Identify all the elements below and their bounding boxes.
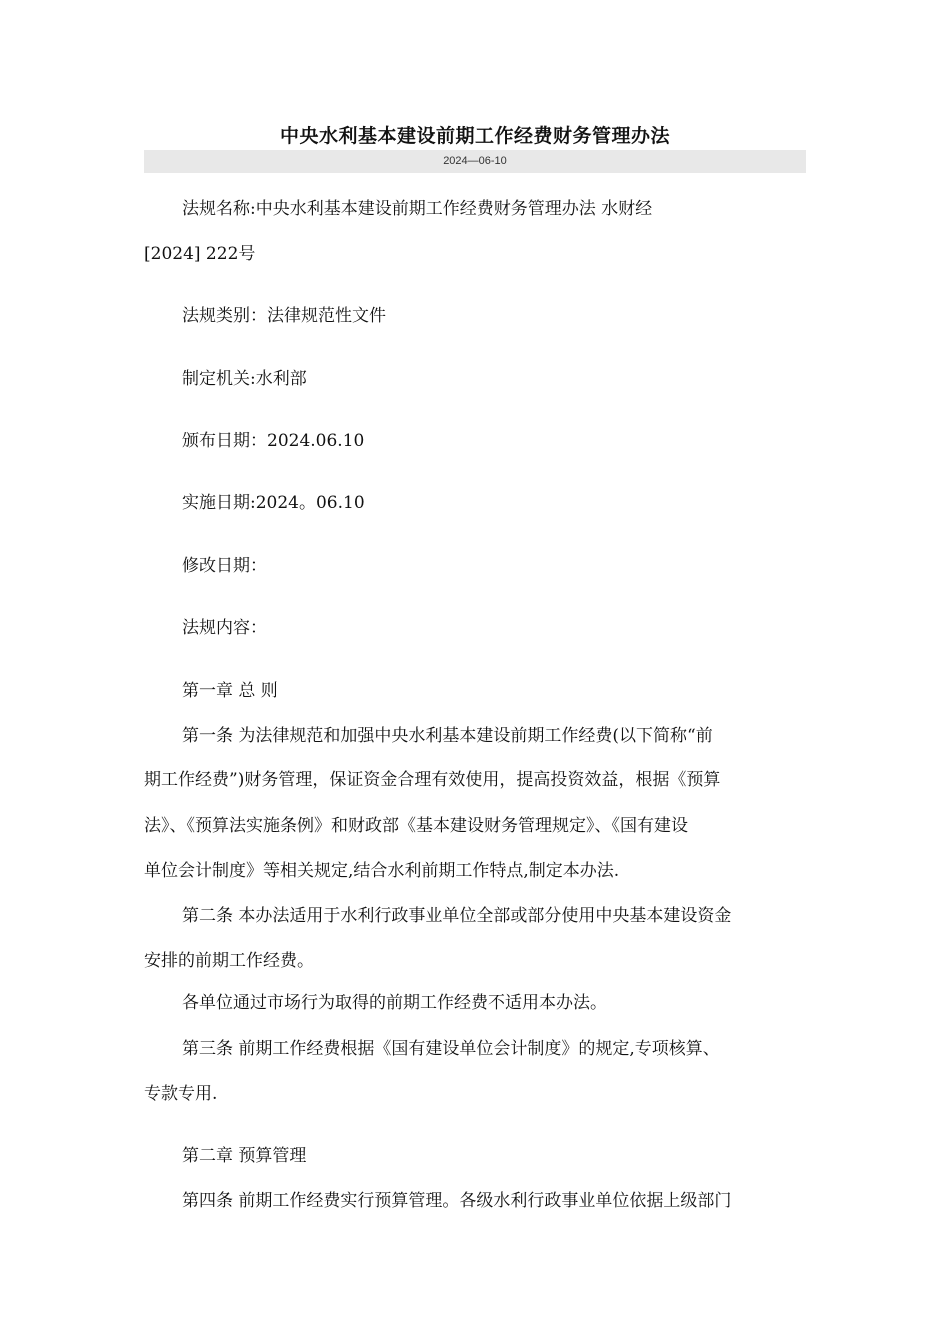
chapter-heading: 第一章 总 则: [182, 681, 278, 701]
document-title: 中央水利基本建设前期工作经费财务管理办法: [279, 125, 670, 147]
article-line: 安排的前期工作经费。: [144, 951, 314, 971]
law-category-line: 法规类别：法律规范性文件: [182, 306, 386, 326]
article-line: 专款专用.: [144, 1084, 218, 1104]
content-label-line: 法规内容：: [182, 618, 267, 638]
article-line: 各单位通过市场行为取得的前期工作经费不适用本办法。: [182, 993, 607, 1013]
article-line: 第四条 前期工作经费实行预算管理。各级水利行政事业单位依据上级部门: [182, 1191, 732, 1211]
article-line: 第三条 前期工作经费根据《国有建设单位会计制度》的规定,专项核算、: [182, 1039, 720, 1059]
promulgation-date-line: 颁布日期：2024.06.10: [182, 431, 365, 451]
article-line: 第二条 本办法适用于水利行政事业单位全部或部分使用中央基本建设资金: [182, 906, 732, 926]
effective-date-line: 实施日期:2024。06.10: [182, 493, 365, 513]
article-line: 期工作经费”)财务管理，保证资金合理有效使用，提高投资效益，根据《预算: [144, 770, 721, 790]
article-line: 单位会计制度》等相关规定,结合水利前期工作特点,制定本办法.: [144, 861, 620, 881]
article-line: 第一条 为法律规范和加强中央水利基本建设前期工作经费(以下简称“前: [182, 726, 713, 746]
law-name-line: 法规名称:中央水利基本建设前期工作经费财务管理办法 水财经: [182, 199, 653, 219]
chapter-heading: 第二章 预算管理: [182, 1146, 307, 1166]
issuing-authority-line: 制定机关:水利部: [182, 369, 307, 389]
amendment-date-line: 修改日期：: [182, 556, 267, 576]
article-line: 法》、《预算法实施条例》和财政部《基本建设财务管理规定》、《国有建设: [144, 816, 688, 836]
law-number-line: [2024] 222号: [144, 244, 256, 264]
publish-date: 2024—06-10: [144, 150, 806, 173]
